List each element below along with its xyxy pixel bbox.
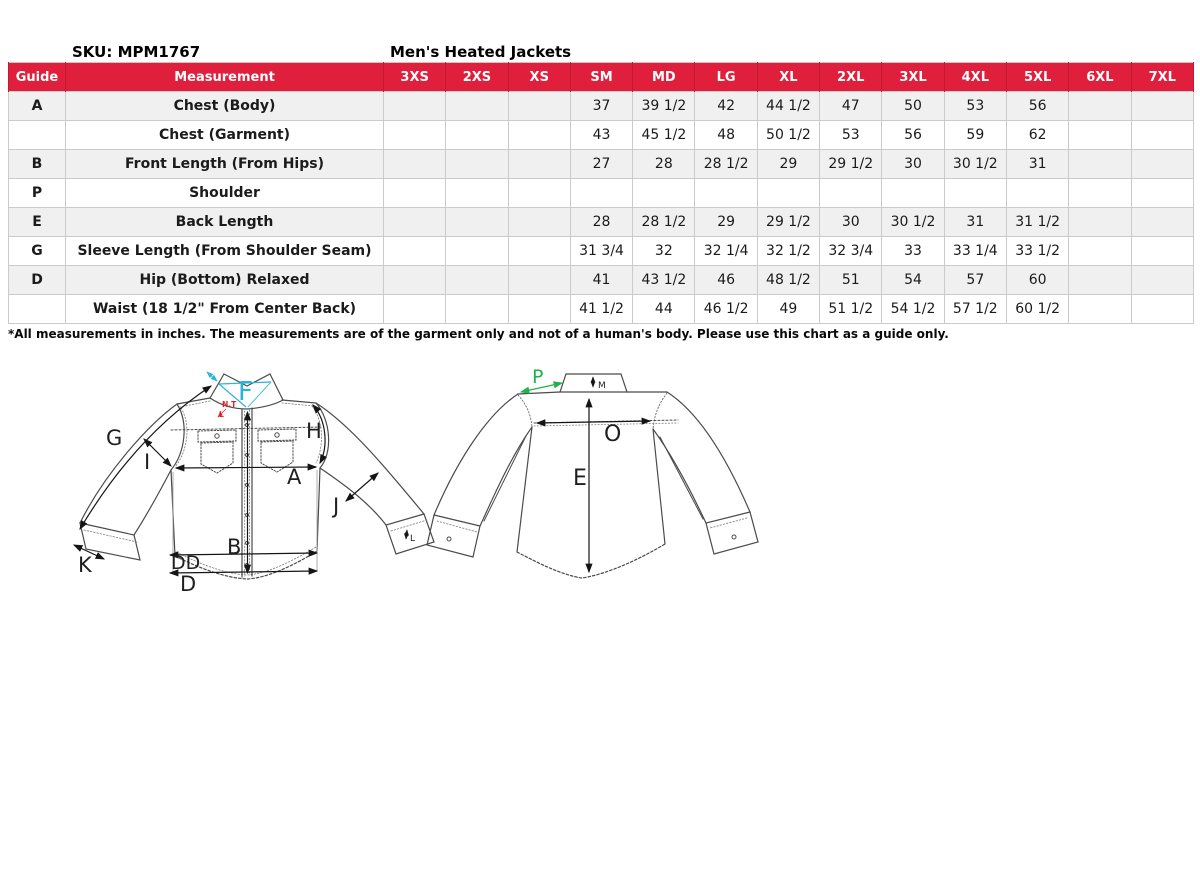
size-chart-table bbox=[8, 62, 1194, 324]
size-cell: 62 bbox=[1006, 121, 1068, 150]
size-cell: 30 bbox=[820, 208, 882, 237]
sku-label: SKU: MPM1767 bbox=[72, 43, 201, 61]
guide-cell: E bbox=[9, 208, 66, 237]
size-cell: 51 bbox=[820, 266, 882, 295]
measurement-cell: Shoulder bbox=[66, 179, 384, 208]
size-cell: 50 bbox=[882, 92, 944, 121]
column-header-sm: SM bbox=[570, 63, 632, 92]
column-header-3xs: 3XS bbox=[384, 63, 446, 92]
size-cell: 43 1/2 bbox=[633, 266, 695, 295]
guide-cell bbox=[9, 121, 66, 150]
size-cell: 42 bbox=[695, 92, 757, 121]
size-cell: 44 1/2 bbox=[757, 92, 819, 121]
size-cell bbox=[384, 92, 446, 121]
size-cell: 32 bbox=[633, 237, 695, 266]
size-cell: 43 bbox=[570, 121, 632, 150]
size-cell bbox=[384, 208, 446, 237]
size-cell bbox=[508, 266, 570, 295]
size-cell bbox=[508, 208, 570, 237]
column-header-2xl: 2XL bbox=[820, 63, 882, 92]
label-m: M bbox=[598, 381, 606, 391]
size-cell bbox=[944, 179, 1006, 208]
size-cell bbox=[446, 121, 508, 150]
table-header-row bbox=[9, 63, 1194, 92]
size-cell bbox=[1131, 92, 1193, 121]
size-cell: 31 bbox=[1006, 150, 1068, 179]
table-row bbox=[9, 92, 1194, 121]
size-cell bbox=[1131, 237, 1193, 266]
size-cell: 33 bbox=[882, 237, 944, 266]
size-cell bbox=[695, 179, 757, 208]
label-nt: N.T bbox=[222, 400, 237, 409]
label-o: O bbox=[604, 422, 622, 447]
size-cell bbox=[1069, 179, 1131, 208]
size-cell bbox=[384, 179, 446, 208]
label-a: A bbox=[287, 465, 302, 489]
size-cell bbox=[384, 121, 446, 150]
column-header-2xs: 2XS bbox=[446, 63, 508, 92]
size-cell: 51 1/2 bbox=[820, 295, 882, 324]
measurement-cell: Chest (Body) bbox=[66, 92, 384, 121]
size-cell: 30 1/2 bbox=[882, 208, 944, 237]
label-g: G bbox=[106, 426, 123, 450]
size-cell: 48 bbox=[695, 121, 757, 150]
table-row bbox=[9, 266, 1194, 295]
column-header-guide: Guide bbox=[9, 63, 66, 92]
size-cell: 31 bbox=[944, 208, 1006, 237]
size-cell: 45 1/2 bbox=[633, 121, 695, 150]
size-cell bbox=[1069, 295, 1131, 324]
label-p: P bbox=[532, 366, 544, 388]
size-cell bbox=[384, 150, 446, 179]
size-cell bbox=[820, 179, 882, 208]
column-header-lg: LG bbox=[695, 63, 757, 92]
column-header-measurement: Measurement bbox=[66, 63, 384, 92]
size-cell: 31 3/4 bbox=[570, 237, 632, 266]
table-row bbox=[9, 121, 1194, 150]
size-cell bbox=[508, 92, 570, 121]
size-cell bbox=[1131, 121, 1193, 150]
size-cell: 29 bbox=[695, 208, 757, 237]
size-cell bbox=[1131, 150, 1193, 179]
size-cell bbox=[757, 179, 819, 208]
size-cell: 32 1/4 bbox=[695, 237, 757, 266]
size-cell bbox=[446, 266, 508, 295]
size-cell: 30 1/2 bbox=[944, 150, 1006, 179]
size-cell bbox=[446, 150, 508, 179]
column-header-xs: XS bbox=[508, 63, 570, 92]
column-header-7xl: 7XL bbox=[1131, 63, 1193, 92]
table-row bbox=[9, 150, 1194, 179]
size-cell bbox=[508, 237, 570, 266]
column-header-4xl: 4XL bbox=[944, 63, 1006, 92]
size-cell: 33 1/2 bbox=[1006, 237, 1068, 266]
table-row bbox=[9, 208, 1194, 237]
size-cell: 54 1/2 bbox=[882, 295, 944, 324]
label-k: K bbox=[78, 553, 92, 577]
label-l-cuff: L bbox=[410, 534, 416, 544]
size-cell: 32 1/2 bbox=[757, 237, 819, 266]
guide-cell: A bbox=[9, 92, 66, 121]
size-cell bbox=[1131, 295, 1193, 324]
table-row bbox=[9, 295, 1194, 324]
size-cell bbox=[508, 150, 570, 179]
column-header-6xl: 6XL bbox=[1069, 63, 1131, 92]
size-cell: 29 bbox=[757, 150, 819, 179]
size-cell: 31 1/2 bbox=[1006, 208, 1068, 237]
size-cell: 60 bbox=[1006, 266, 1068, 295]
size-cell: 46 1/2 bbox=[695, 295, 757, 324]
size-cell: 29 1/2 bbox=[820, 150, 882, 179]
size-cell: 53 bbox=[820, 121, 882, 150]
table-row bbox=[9, 237, 1194, 266]
measurement-cell: Hip (Bottom) Relaxed bbox=[66, 266, 384, 295]
label-e: E bbox=[573, 466, 587, 491]
measurement-cell: Waist (18 1/2" From Center Back) bbox=[66, 295, 384, 324]
measurement-cell: Back Length bbox=[66, 208, 384, 237]
back-jacket-drawing bbox=[427, 374, 758, 578]
size-cell bbox=[446, 208, 508, 237]
size-cell: 28 1/2 bbox=[633, 208, 695, 237]
size-cell: 27 bbox=[570, 150, 632, 179]
measurement-cell: Front Length (From Hips) bbox=[66, 150, 384, 179]
footnote: *All measurements in inches. The measurements are of the garment only and not of a human's body. Please use this chart as a guide only. bbox=[8, 327, 949, 341]
size-cell bbox=[446, 295, 508, 324]
size-guide-diagram bbox=[60, 363, 780, 613]
size-cell bbox=[1069, 237, 1131, 266]
size-cell: 29 1/2 bbox=[757, 208, 819, 237]
size-cell bbox=[1069, 208, 1131, 237]
size-cell: 60 1/2 bbox=[1006, 295, 1068, 324]
size-cell bbox=[384, 266, 446, 295]
guide-cell: D bbox=[9, 266, 66, 295]
size-cell: 28 bbox=[633, 150, 695, 179]
size-cell bbox=[1131, 208, 1193, 237]
size-cell: 56 bbox=[1006, 92, 1068, 121]
column-header-md: MD bbox=[633, 63, 695, 92]
guide-cell: G bbox=[9, 237, 66, 266]
table-row bbox=[9, 179, 1194, 208]
size-cell: 57 bbox=[944, 266, 1006, 295]
label-dd: DD bbox=[171, 552, 201, 574]
label-f: F bbox=[238, 377, 253, 407]
size-cell: 41 bbox=[570, 266, 632, 295]
size-cell bbox=[1131, 179, 1193, 208]
label-h: H bbox=[306, 419, 322, 443]
back-labels bbox=[532, 366, 621, 491]
size-cell: 41 1/2 bbox=[570, 295, 632, 324]
size-cell bbox=[384, 237, 446, 266]
size-cell bbox=[1069, 150, 1131, 179]
size-cell bbox=[882, 179, 944, 208]
label-b: B bbox=[227, 535, 242, 559]
column-header-xl: XL bbox=[757, 63, 819, 92]
size-cell bbox=[446, 179, 508, 208]
size-cell: 30 bbox=[882, 150, 944, 179]
size-cell: 33 1/4 bbox=[944, 237, 1006, 266]
size-cell bbox=[633, 179, 695, 208]
size-cell: 44 bbox=[633, 295, 695, 324]
size-cell: 47 bbox=[820, 92, 882, 121]
label-i: I bbox=[144, 450, 151, 474]
label-l-neck: L bbox=[219, 410, 224, 419]
size-cell bbox=[446, 237, 508, 266]
size-cell: 49 bbox=[757, 295, 819, 324]
guide-cell: P bbox=[9, 179, 66, 208]
size-cell bbox=[508, 179, 570, 208]
size-cell: 32 3/4 bbox=[820, 237, 882, 266]
size-cell: 56 bbox=[882, 121, 944, 150]
size-cell bbox=[508, 295, 570, 324]
size-cell: 50 1/2 bbox=[757, 121, 819, 150]
size-cell: 46 bbox=[695, 266, 757, 295]
size-cell: 59 bbox=[944, 121, 1006, 150]
label-j: J bbox=[333, 494, 340, 518]
label-d: D bbox=[180, 572, 197, 596]
neck-annotation-red bbox=[218, 400, 237, 419]
size-cell bbox=[1069, 92, 1131, 121]
page-title: Men's Heated Jackets bbox=[390, 43, 572, 61]
size-cell bbox=[1069, 266, 1131, 295]
front-jacket-drawing bbox=[80, 374, 434, 579]
size-cell: 53 bbox=[944, 92, 1006, 121]
measurement-cell: Chest (Garment) bbox=[66, 121, 384, 150]
size-cell: 39 1/2 bbox=[633, 92, 695, 121]
size-cell: 37 bbox=[570, 92, 632, 121]
column-header-3xl: 3XL bbox=[882, 63, 944, 92]
size-cell bbox=[508, 121, 570, 150]
size-cell bbox=[1006, 179, 1068, 208]
size-cell: 28 bbox=[570, 208, 632, 237]
column-header-5xl: 5XL bbox=[1006, 63, 1068, 92]
size-cell: 54 bbox=[882, 266, 944, 295]
size-cell: 57 1/2 bbox=[944, 295, 1006, 324]
size-cell: 48 1/2 bbox=[757, 266, 819, 295]
guide-cell: B bbox=[9, 150, 66, 179]
size-cell bbox=[446, 92, 508, 121]
size-cell bbox=[1131, 266, 1193, 295]
size-cell bbox=[570, 179, 632, 208]
size-cell bbox=[384, 295, 446, 324]
measurement-cell: Sleeve Length (From Shoulder Seam) bbox=[66, 237, 384, 266]
size-cell: 28 1/2 bbox=[695, 150, 757, 179]
size-cell bbox=[1069, 121, 1131, 150]
guide-cell bbox=[9, 295, 66, 324]
